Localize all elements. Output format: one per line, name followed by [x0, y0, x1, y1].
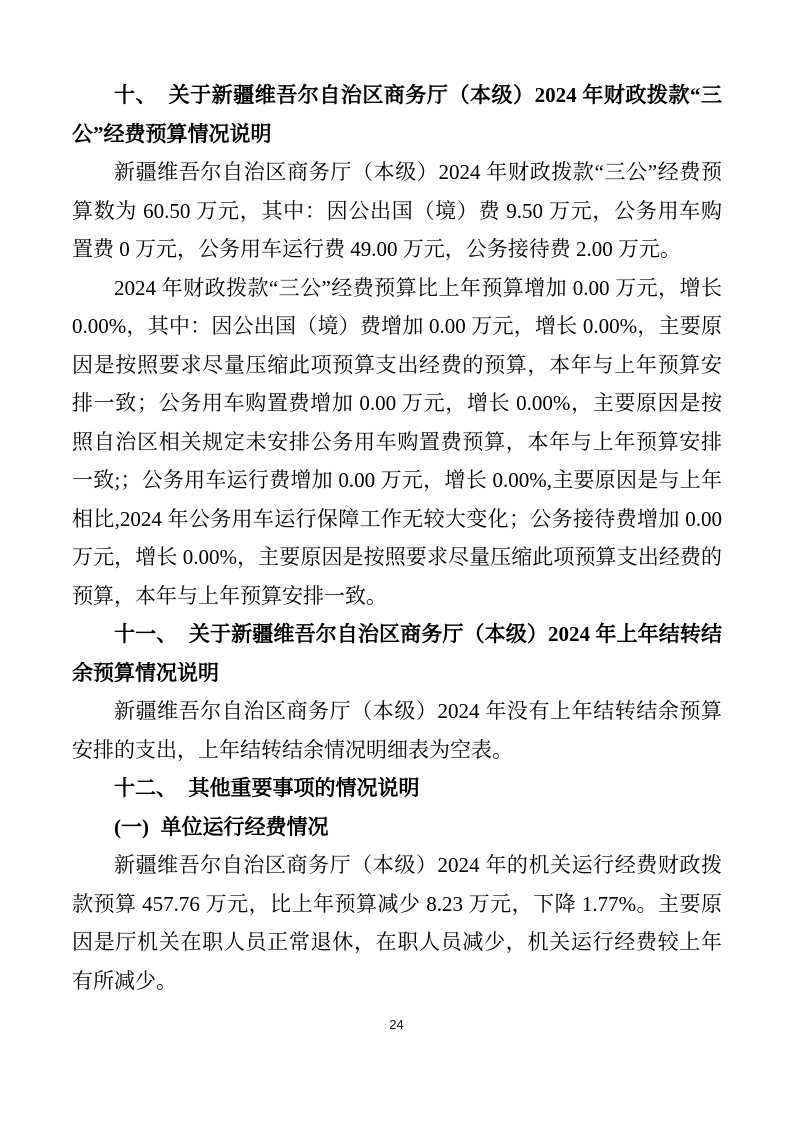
page-number: 24	[389, 1017, 404, 1032]
subsection-heading-operating-funds	[72, 808, 722, 847]
subheading-number: (一)	[114, 814, 149, 839]
paragraph-sangong-budget-total: 新疆维吾尔自治区商务厅（本级）2024 年财政拨款“三公”经费预算数为 60.50 万元，其中：因公出国（境）费 9.50 万元，公务用车购置费 0 万元，公务用车运行费 49.00 万元，公务接待费 2.00 万元。	[72, 160, 722, 261]
paragraph-operating-funds-detail: 新疆维吾尔自治区商务厅（本级）2024 年的机关运行经费财政拨款预算 457.76 万元，比上年预算减少 8.23 万元，下降 1.77%。主要原因是厅机关在职人员正常退休，在职人员减少，机关运行经费较上年有所减少。	[72, 853, 722, 993]
heading-number: 十二、	[114, 776, 177, 800]
section-heading-twelve	[72, 769, 722, 808]
heading-text: 关于新疆维吾尔自治区商务厅（本级）2024 年财政拨款“三公”经费预算情况说明	[72, 83, 723, 146]
document-body	[72, 76, 722, 1000]
paragraph-sangong-budget-changes: 2024 年财政拨款“三公”经费预算比上年预算增加 0.00 万元，增长 0.00%，其中：因公出国（境）费增加 0.00 万元，增长 0.00%，主要原因是按照要求尽量压缩此项预算支出经费的预算，本年与上年预算安排一致；公务用车购置费增加 0.00 万元，增长 0.00%，主要原因是按照自治区相关规定未安排公务用车购置费预算，本年与上年预算安排一致;；公务用车运行费增加 0.00 万元，增长 0.00%,主要原因是与上年相比,2024 年公务用车运行保障工作无较大变化；公务接待费增加 0.00 万元，增长 0.00%，主要原因是按照要求尽量压缩此项预算支出经费的预算，本年与上年预算安排一致。	[72, 275, 722, 608]
subheading-text: 单位运行经费情况	[160, 814, 329, 839]
section-heading-ten	[72, 76, 722, 153]
paragraph-carryover-balance: 新疆维吾尔自治区商务厅（本级）2024 年没有上年结转结余预算安排的支出，上年结转结余情况明细表为空表。	[72, 699, 722, 762]
heading-text: 其他重要事项的情况说明	[188, 776, 420, 800]
heading-text: 关于新疆维吾尔自治区商务厅（本级）2024 年上年结转结余预算情况说明	[72, 622, 723, 685]
heading-number: 十、	[114, 83, 158, 107]
heading-number: 十一、	[114, 622, 178, 646]
section-heading-eleven	[72, 615, 722, 692]
